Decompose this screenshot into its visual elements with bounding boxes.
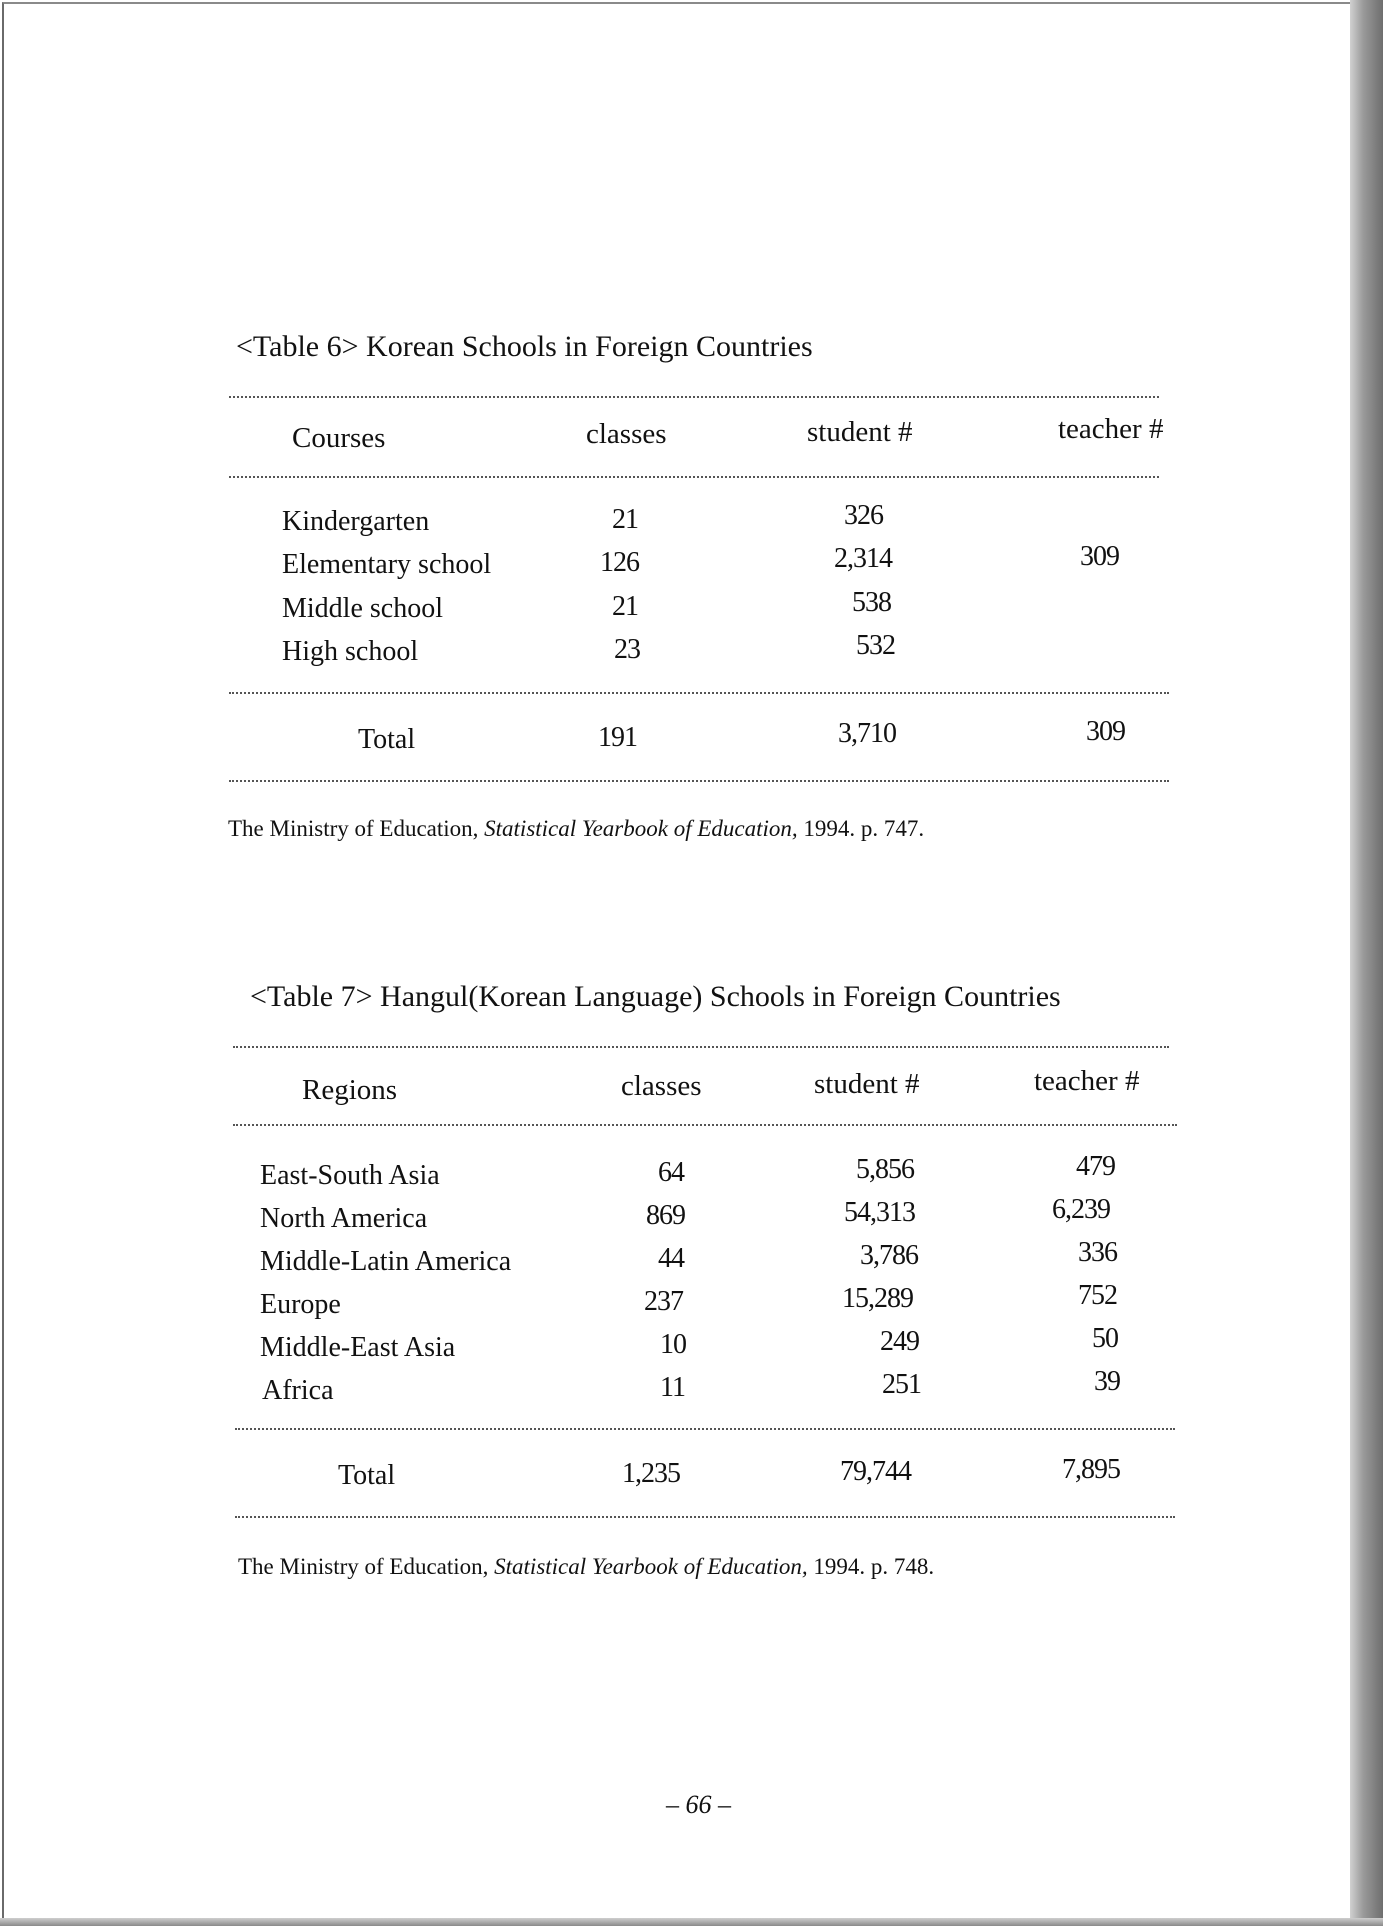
row-label: East-South Asia — [260, 1160, 440, 1191]
row-classes: 126 — [600, 547, 639, 578]
table6-caption: <Table 6> Korean Schools in Foreign Countries — [236, 330, 813, 363]
table6-bottom-rule — [229, 780, 1169, 782]
row-label: Europe — [260, 1289, 341, 1320]
total-students: 79,744 — [840, 1456, 911, 1487]
table6-header-courses: Courses — [292, 422, 386, 454]
row-students: 251 — [882, 1369, 921, 1400]
total-teachers: 7,895 — [1062, 1454, 1120, 1485]
table7-source — [238, 1554, 934, 1580]
total-label: Total — [338, 1460, 396, 1491]
row-classes: 64 — [658, 1157, 684, 1188]
total-label: Total — [358, 724, 416, 755]
row-teachers: 6,239 — [1052, 1194, 1110, 1225]
total-teachers: 309 — [1086, 716, 1125, 747]
table7-header-teachers: teacher # — [1034, 1065, 1140, 1097]
page-edge-shadow — [1350, 0, 1383, 1926]
row-students: 2,314 — [834, 543, 892, 574]
row-students: 5,856 — [856, 1154, 914, 1185]
row-classes: 21 — [612, 504, 638, 535]
table7-body-rule — [235, 1428, 1175, 1430]
table6-header-students: student # — [807, 416, 913, 448]
total-classes: 191 — [598, 722, 637, 753]
table7-bottom-rule — [235, 1516, 1175, 1518]
table7-header-rule — [233, 1124, 1177, 1126]
row-label: High school — [282, 636, 419, 667]
table7-header-students: student # — [814, 1068, 920, 1100]
row-teachers: 50 — [1092, 1323, 1118, 1354]
row-students: 326 — [844, 500, 883, 531]
source-suffix: 1994. p. 747. — [803, 816, 925, 841]
page-bottom-shadow — [0, 1918, 1383, 1926]
row-students: 532 — [856, 630, 895, 661]
row-classes: 11 — [660, 1372, 685, 1403]
row-label: Elementary school — [282, 549, 492, 580]
row-classes: 237 — [644, 1286, 683, 1317]
table7-caption: <Table 7> Hangul(Korean Language) Schools in Foreign Countries — [250, 980, 1061, 1013]
source-prefix: The Ministry of Education, — [228, 816, 479, 841]
row-teachers: 479 — [1076, 1151, 1115, 1182]
source-suffix: 1994. p. 748. — [813, 1554, 935, 1579]
table6-header-teachers: teacher # — [1058, 413, 1164, 445]
row-students: 15,289 — [842, 1283, 913, 1314]
row-label: Africa — [262, 1375, 334, 1406]
row-classes: 44 — [658, 1243, 684, 1274]
row-students: 54,313 — [844, 1197, 915, 1228]
row-classes: 23 — [614, 634, 640, 665]
source-title: Statistical Yearbook of Education, — [494, 1554, 808, 1579]
row-label: Middle-East Asia — [260, 1332, 456, 1363]
document-page — [2, 2, 1350, 1920]
row-classes: 10 — [660, 1329, 686, 1360]
table7-top-rule — [233, 1046, 1169, 1048]
source-prefix: The Ministry of Education, — [238, 1554, 489, 1579]
row-classes: 869 — [646, 1200, 685, 1231]
row-classes: 21 — [612, 591, 638, 622]
page-number: – 66 – — [666, 1790, 731, 1819]
row-label: North America — [260, 1203, 428, 1234]
row-label: Middle-Latin America — [260, 1246, 512, 1277]
row-teachers: 39 — [1094, 1366, 1120, 1397]
row-teachers: 336 — [1078, 1237, 1117, 1268]
table6-source — [228, 816, 924, 842]
table6-header-rule — [229, 476, 1159, 478]
row-students: 249 — [880, 1326, 919, 1357]
row-teachers: 309 — [1080, 541, 1119, 572]
table6-body-rule — [229, 692, 1169, 694]
table6-header-classes: classes — [586, 418, 667, 450]
row-label: Middle school — [282, 593, 443, 624]
total-classes: 1,235 — [622, 1458, 680, 1489]
table7-header-regions: Regions — [302, 1074, 398, 1106]
table7-header-classes: classes — [621, 1070, 702, 1102]
source-title: Statistical Yearbook of Education, — [484, 816, 798, 841]
row-teachers: 752 — [1078, 1280, 1117, 1311]
table6-top-rule — [229, 396, 1159, 398]
total-students: 3,710 — [838, 718, 896, 749]
row-students: 3,786 — [860, 1240, 918, 1271]
row-label: Kindergarten — [282, 506, 430, 537]
row-students: 538 — [852, 587, 891, 618]
